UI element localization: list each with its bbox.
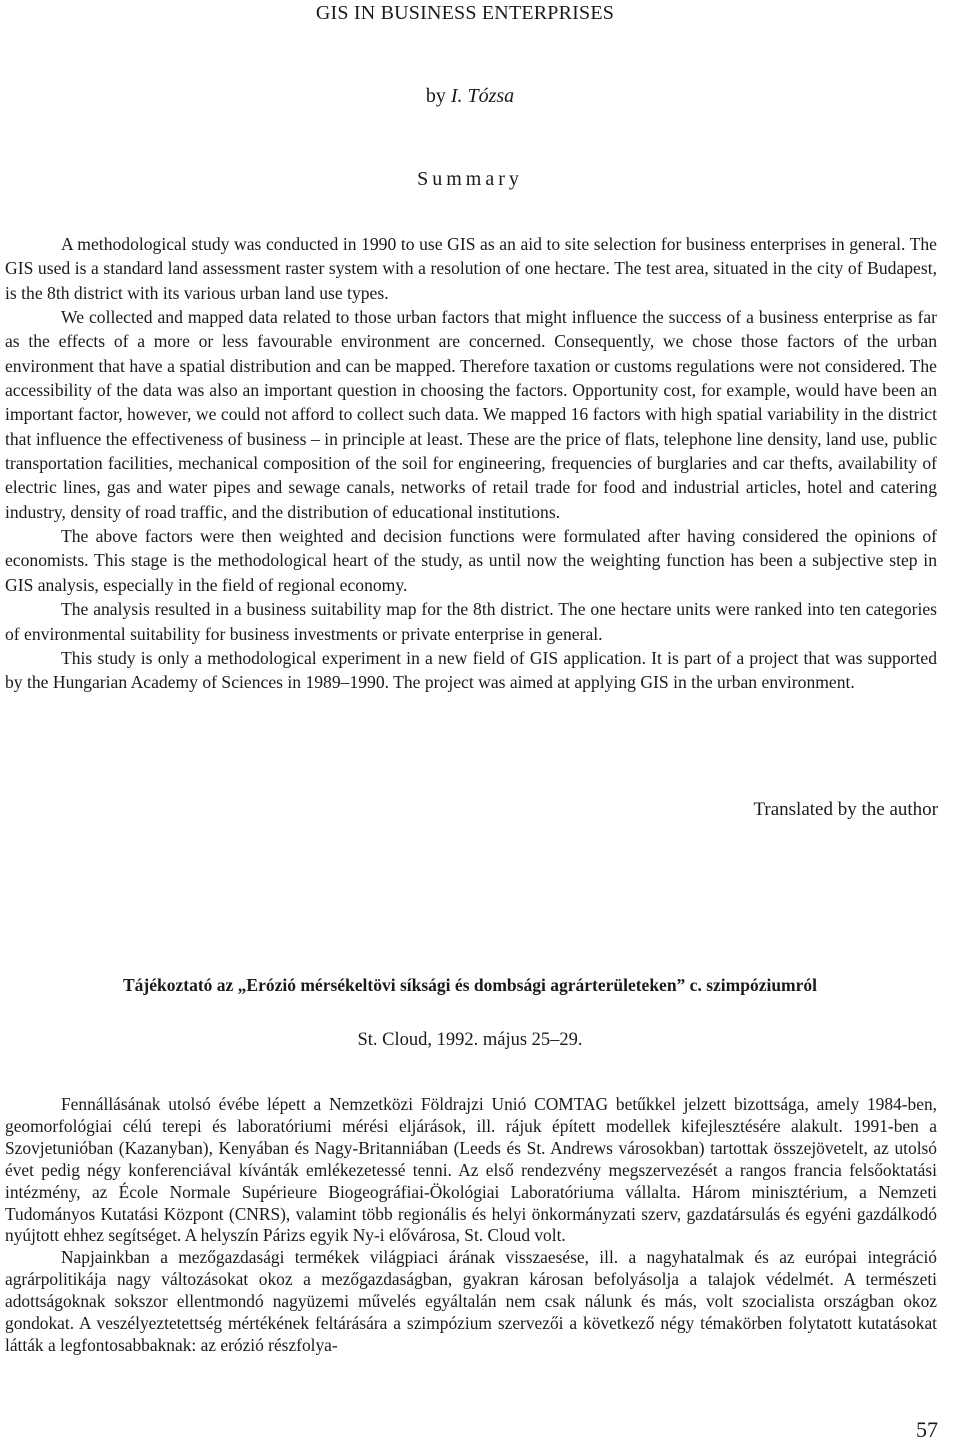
article-place-date: St. Cloud, 1992. május 25–29. (357, 1030, 583, 1050)
summary-paragraph-3: The above factors were then weighted and decision functions were formulated after having considered the opinions of economists. This stage is the methodological heart of the study, as until now the weighting function has been a subjective step in GIS analysis, especially in the field of regional economy. (5, 526, 937, 595)
article-paragraph-2: Napjainkban a mezőgazdasági termékek világpiaci árának visszaesése, ill. a nagyhatalmak és az európai integráció agrárpolitikája nagy változásokat okoz a mezőgazdaságban, gyakran károsan befolyásolja a talajok védelmét. A természeti adottságoknak sokszor ellentmondó nagyüzemi művelés egyáltalán nem csak nálunk és más, volt szocialista országban okoz gondokat. A veszélyeztetettség mértékének feltárására a szimpózium szervezői a következő négy témakörben folytatott kutatásokat látták a legfontosabbaknak: az erózió részfolya- (5, 1247, 937, 1355)
summary-paragraph-5: This study is only a methodological experiment in a new field of GIS application. It is part of a project that was supported by the Hungarian Academy of Sciences in 1989–1990. The project was aimed at applying GIS in the urban environment. (5, 647, 937, 693)
byline (0, 85, 940, 108)
summary-body (5, 232, 937, 695)
page-number: 57 (916, 1417, 938, 1442)
article-title: Tájékoztató az „Erózió mérsékeltövi síksági és dombsági agrárterületeken” c. szimpóziumról (122, 975, 818, 995)
summary-paragraph-1: A methodological study was conducted in 1990 to use GIS as an aid to site selection for business enterprises in general. The GIS used is a standard land assessment raster system with a resolution of one hectare. The test area, situated in the city of Budapest, is the 8th district with its various urban land use types. (5, 234, 937, 303)
summary-paragraph-4: The analysis resulted in a business suitability map for the 8th district. The one hectare units were ranked into ten categories of environmental suitability for business investments or private enterprise in general. (5, 599, 937, 644)
author-name: I. Tózsa (450, 85, 515, 107)
article-body (5, 1094, 937, 1357)
summary-paragraph-2: We collected and mapped data related to those urban factors that might influence the success of a business enterprise as far as the effects of a more or less favourable environment are concerned. Consequently, we chose those factors of the urban environment that have a spatial distribution and can be mapped. Therefore taxation or customs regulations were not considered. The accessibility of the data was also an important question in choosing the factors. Opportunity cost, for example, would have been an important factor, however, we could not afford to collect such data. We mapped 16 factors with high spatial variability in the district that influence the effectiveness of business – in principle at least. These are the price of flats, telephone line density, land use, public transportation facilities, mechanical composition of the soil for engineering, frequencies of burglaries and car thefts, availability of electric lines, gas and water pipes and sewage canals, networks of retail trade for food and industrial articles, hotel and catering industry, density of road traffic, and the distribution of educational institutions. (5, 307, 937, 522)
translation-note: Translated by the author (753, 799, 938, 820)
article-paragraph-1: Fennállásának utolsó évébe lépett a Nemzetközi Földrajzi Unió COMTAG betűkkel jelzett bizottsága, amely 1984-ben, geomorfológiai célú terepi és laboratóriumi mérési eljárások, ill. rájuk épített modellek kifejlesztésére alakult. 1991-ben a Szovjetunióban (Kazanyban), Kenyában és Nagy-Britanniában (Leeds és St. Andrews városokban) tartottak összejövetelt, az utolsó évet pedig négy konferenciával kívánták emlékezetessé tenni. Az első rendezvény megszervezését a rangos francia felsőoktatási intézmény, az École Normale Supérieure Biogeográfiai-Ökológiai Laboratóriuma vállalta. Három minisztérium, a Nemzeti Tudományos Kutatási Központ (CNRS), valamint több regionális és helyi önkormányzati szerv, gazdatársulás és egyéni gazdálkodó nyújtott ehhez segítséget. A helyszín Párizs egyik Ny-i elővárosa, St. Cloud volt. (5, 1094, 937, 1246)
running-title: GIS IN BUSINESS ENTERPRISES (315, 2, 615, 24)
byline-prefix: by (425, 85, 446, 107)
summary-heading: Summary (417, 168, 523, 190)
